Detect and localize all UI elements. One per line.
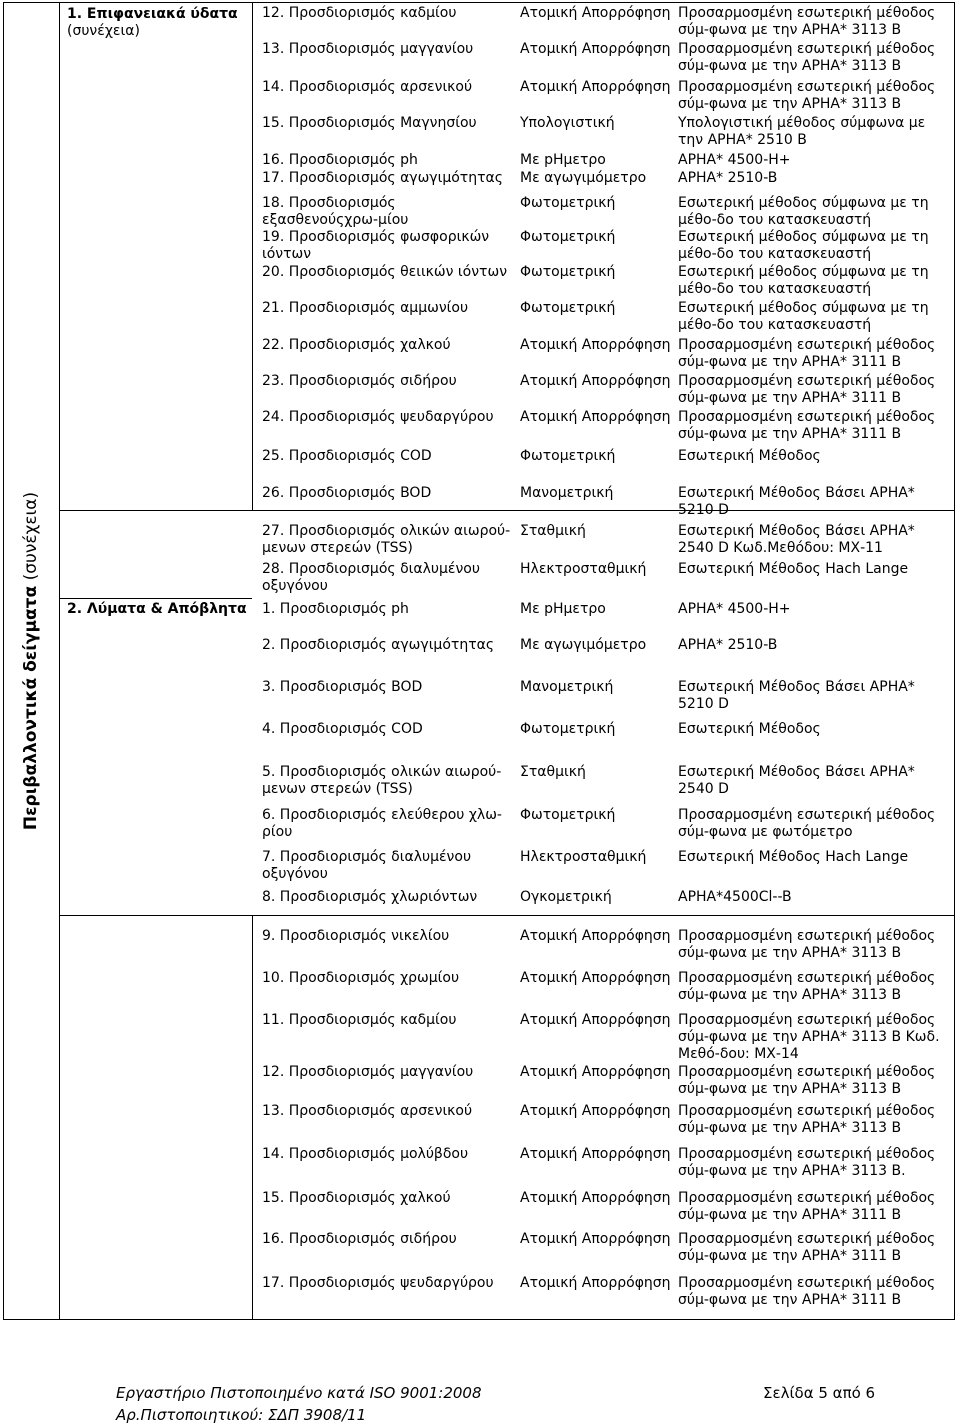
parameter-cell: 6. Προσδιορισμός ελεύθερου χλω-ρίου (262, 807, 502, 840)
technique-cell: Φωτομετρική (520, 448, 616, 464)
technique-cell: Υπολογιστική (520, 115, 615, 131)
technique-cell: Με αγωγιμόμετρο (520, 170, 647, 186)
technique-cell: Ατομική Απορρόφηση (520, 409, 671, 425)
method-cell: Προσαρμοσμένη εσωτερική μέθοδος σύμ-φωνα με την APHA* 3113 B (678, 1103, 936, 1136)
method-cell: Προσαρμοσμένη εσωτερική μέθοδος σύμ-φωνα με την APHA* 3111 B (678, 409, 936, 442)
technique-cell: Φωτομετρική (520, 264, 616, 280)
parameter-cell: 14. Προσδιορισμός αρσενικού (262, 79, 473, 95)
method-cell: Εσωτερική Μέθοδος (678, 721, 821, 737)
method-cell: APHA* 4500-H+ (678, 152, 791, 168)
method-cell: Προσαρμοσμένη εσωτερική μέθοδος σύμ-φωνα με την APHA* 3111 B (678, 1231, 936, 1264)
technique-cell: Ατομική Απορρόφηση (520, 1064, 671, 1080)
technique-cell: Ατομική Απορρόφηση (520, 1231, 671, 1247)
method-cell: Εσωτερική μέθοδος σύμφωνα με τη μέθο-δο του κατασκευαστή (678, 195, 929, 228)
parameter-cell: 26. Προσδιορισμός BOD (262, 485, 432, 501)
parameter-cell: 21. Προσδιορισμός αμμωνίου (262, 300, 469, 316)
footer-cert-line2: Αρ.Πιστοποιητικού: ΣΔΠ 3908/11 (116, 1406, 367, 1424)
parameter-cell: 12. Προσδιορισμός καδμίου (262, 5, 457, 21)
method-cell: Προσαρμοσμένη εσωτερική μέθοδος σύμ-φωνα με την APHA* 3113 B (678, 970, 936, 1003)
parameter-cell: 20. Προσδιορισμός θειικών ιόντων (262, 264, 508, 280)
technique-cell: Ατομική Απορρόφηση (520, 1275, 671, 1291)
method-cell: Εσωτερική Μέθοδος Hach Lange (678, 849, 909, 865)
method-cell: Προσαρμοσμένη εσωτερική μέθοδος σύμ-φωνα με την APHA* 3111 B (678, 1190, 936, 1223)
technique-cell: Ατομική Απορρόφηση (520, 1190, 671, 1206)
parameter-cell: 13. Προσδιορισμός αρσενικού (262, 1103, 473, 1119)
method-cell: Προσαρμοσμένη εσωτερική μέθοδος σύμ-φωνα με την APHA* 3113 B Κωδ. Μεθό-δου: ΜΧ-14 (678, 1012, 940, 1062)
technique-cell: Ατομική Απορρόφηση (520, 1146, 671, 1162)
method-cell: Προσαρμοσμένη εσωτερική μέθοδος σύμ-φωνα με την APHA* 3113 B (678, 928, 936, 961)
parameter-cell: 14. Προσδιορισμός μολύβδου (262, 1146, 469, 1162)
technique-cell: Φωτομετρική (520, 721, 616, 737)
technique-cell: Ατομική Απορρόφηση (520, 373, 671, 389)
method-cell: Προσαρμοσμένη εσωτερική μέθοδος σύμ-φωνα με την APHA* 3113 B. (678, 1146, 936, 1179)
method-cell: Εσωτερική Μέθοδος Βάσει APHA* 2540 D (678, 764, 915, 797)
technique-cell: Σταθμική (520, 523, 586, 539)
footer-page-number: Σελίδα 5 από 6 (763, 1384, 876, 1402)
parameter-cell: 18. Προσδιορισμός εξασθενούςχρω-μίου (262, 195, 409, 228)
parameter-cell: 16. Προσδιορισμός ph (262, 152, 418, 168)
parameter-cell: 17. Προσδιορισμός αγωγιμότητας (262, 170, 503, 186)
method-cell: Προσαρμοσμένη εσωτερική μέθοδος σύμ-φωνα με την APHA* 3113 B (678, 5, 936, 38)
technique-cell: Ηλεκτροσταθμική (520, 849, 647, 865)
parameter-cell: 1. Προσδιορισμός ph (262, 601, 409, 617)
technique-cell: Ατομική Απορρόφηση (520, 1012, 671, 1028)
parameter-cell: 28. Προσδιορισμός διαλυμένου οξυγόνου (262, 561, 480, 594)
technique-cell: Μανομετρική (520, 485, 614, 501)
parameter-cell: 12. Προσδιορισμός μαγγανίου (262, 1064, 474, 1080)
side-label-sub: (συνέχεια) (21, 491, 41, 586)
method-cell: Προσαρμοσμένη εσωτερική μέθοδος σύμ-φωνα με την APHA* 3113 B (678, 79, 936, 112)
method-cell: APHA* 2510-B (678, 170, 778, 186)
technique-cell: Ατομική Απορρόφηση (520, 5, 671, 21)
method-cell: Εσωτερική μέθοδος σύμφωνα με τη μέθο-δο του κατασκευαστή (678, 300, 929, 333)
technique-cell: Ατομική Απορρόφηση (520, 79, 671, 95)
parameter-cell: 11. Προσδιορισμός καδμίου (262, 1012, 457, 1028)
technique-cell: Φωτομετρική (520, 300, 616, 316)
method-cell: Εσωτερική Μέθοδος Βάσει APHA* 2540 D Κωδ.Μεθόδου: ΜΧ-11 (678, 523, 915, 556)
technique-cell: Ατομική Απορρόφηση (520, 970, 671, 986)
parameter-cell: 15. Προσδιορισμός χαλκού (262, 1190, 451, 1206)
method-cell: APHA* 2510-B (678, 637, 778, 653)
category-waste-title: 2. Λύματα & Απόβλητα (67, 601, 247, 617)
side-label-bold: Περιβαλλοντικά δείγματα (21, 585, 41, 831)
method-cell: Προσαρμοσμένη εσωτερική μέθοδος σύμ-φωνα με την APHA* 3111 B (678, 337, 936, 370)
technique-cell: Ατομική Απορρόφηση (520, 337, 671, 353)
method-cell: Εσωτερική Μέθοδος (678, 448, 821, 464)
technique-cell: Μανομετρική (520, 679, 614, 695)
parameter-cell: 8. Προσδιορισμός χλωριόντων (262, 889, 478, 905)
technique-cell: Φωτομετρική (520, 229, 616, 245)
footer-cert-line1: Εργαστήριο Πιστοποιημένο κατά ISO 9001:2008 (116, 1384, 482, 1402)
parameter-cell: 13. Προσδιορισμός μαγγανίου (262, 41, 474, 57)
parameter-cell: 4. Προσδιορισμός COD (262, 721, 423, 737)
method-cell: Εσωτερική μέθοδος σύμφωνα με τη μέθο-δο του κατασκευαστή (678, 229, 929, 262)
method-cell: APHA*4500Cl--B (678, 889, 792, 905)
parameter-cell: 19. Προσδιορισμός φωσφορικών ιόντων (262, 229, 490, 262)
parameter-cell: 3. Προσδιορισμός BOD (262, 679, 423, 695)
method-cell: Προσαρμοσμένη εσωτερική μέθοδος σύμ-φωνα με την APHA* 3111 B (678, 1275, 936, 1308)
method-cell: Υπολογιστική μέθοδος σύμφωνα με την APHA* 2510 B (678, 115, 926, 148)
category-surface-title: 1. Επιφανειακά ύδατα (67, 6, 238, 22)
parameter-cell: 16. Προσδιορισμός σιδήρου (262, 1231, 457, 1247)
method-cell: Προσαρμοσμένη εσωτερική μέθοδος σύμ-φωνα με την APHA* 3111 B (678, 373, 936, 406)
technique-cell: Με αγωγιμόμετρο (520, 637, 647, 653)
technique-cell: Ηλεκτροσταθμική (520, 561, 647, 577)
technique-cell: Με pHμετρο (520, 601, 606, 617)
method-cell: Εσωτερική Μέθοδος Βάσει APHA* 5210 D (678, 485, 915, 518)
parameter-cell: 27. Προσδιορισμός ολικών αιωρού-μενων στερεών (TSS) (262, 523, 511, 556)
category-surface-cont: (συνέχεια) (67, 23, 140, 39)
parameter-cell: 5. Προσδιορισμός ολικών αιωρού-μενων στερεών (TSS) (262, 764, 502, 797)
technique-cell: Ατομική Απορρόφηση (520, 928, 671, 944)
footer-certification (116, 1382, 482, 1426)
method-cell: APHA* 4500-H+ (678, 601, 791, 617)
parameter-cell: 22. Προσδιορισμός χαλκού (262, 337, 451, 353)
parameter-cell: 23. Προσδιορισμός σιδήρου (262, 373, 457, 389)
parameter-cell: 10. Προσδιορισμός χρωμίου (262, 970, 460, 986)
parameter-cell: 7. Προσδιορισμός διαλυμένου οξυγόνου (262, 849, 472, 882)
method-cell: Προσαρμοσμένη εσωτερική μέθοδος σύμ-φωνα με φωτόμετρο (678, 807, 936, 840)
method-cell: Εσωτερική Μέθοδος Hach Lange (678, 561, 909, 577)
method-cell: Εσωτερική μέθοδος σύμφωνα με τη μέθο-δο του κατασκευαστή (678, 264, 929, 297)
parameter-cell: 15. Προσδιορισμός Μαγνησίου (262, 115, 477, 131)
technique-cell: Ατομική Απορρόφηση (520, 1103, 671, 1119)
parameter-cell: 17. Προσδιορισμός ψευδαργύρου (262, 1275, 494, 1291)
technique-cell: Ογκομετρική (520, 889, 612, 905)
technique-cell: Φωτομετρική (520, 807, 616, 823)
technique-cell: Σταθμική (520, 764, 586, 780)
method-cell: Προσαρμοσμένη εσωτερική μέθοδος σύμ-φωνα με την APHA* 3113 B (678, 41, 936, 74)
technique-cell: Με pHμετρο (520, 152, 606, 168)
parameter-cell: 9. Προσδιορισμός νικελίου (262, 928, 450, 944)
technique-cell: Φωτομετρική (520, 195, 616, 211)
method-cell: Προσαρμοσμένη εσωτερική μέθοδος σύμ-φωνα με την APHA* 3113 B (678, 1064, 936, 1097)
technique-cell: Ατομική Απορρόφηση (520, 41, 671, 57)
parameter-cell: 24. Προσδιορισμός ψευδαργύρου (262, 409, 494, 425)
parameter-cell: 2. Προσδιορισμός αγωγιμότητας (262, 637, 495, 653)
parameter-cell: 25. Προσδιορισμός COD (262, 448, 432, 464)
method-cell: Εσωτερική Μέθοδος Βάσει APHA* 5210 D (678, 679, 915, 712)
